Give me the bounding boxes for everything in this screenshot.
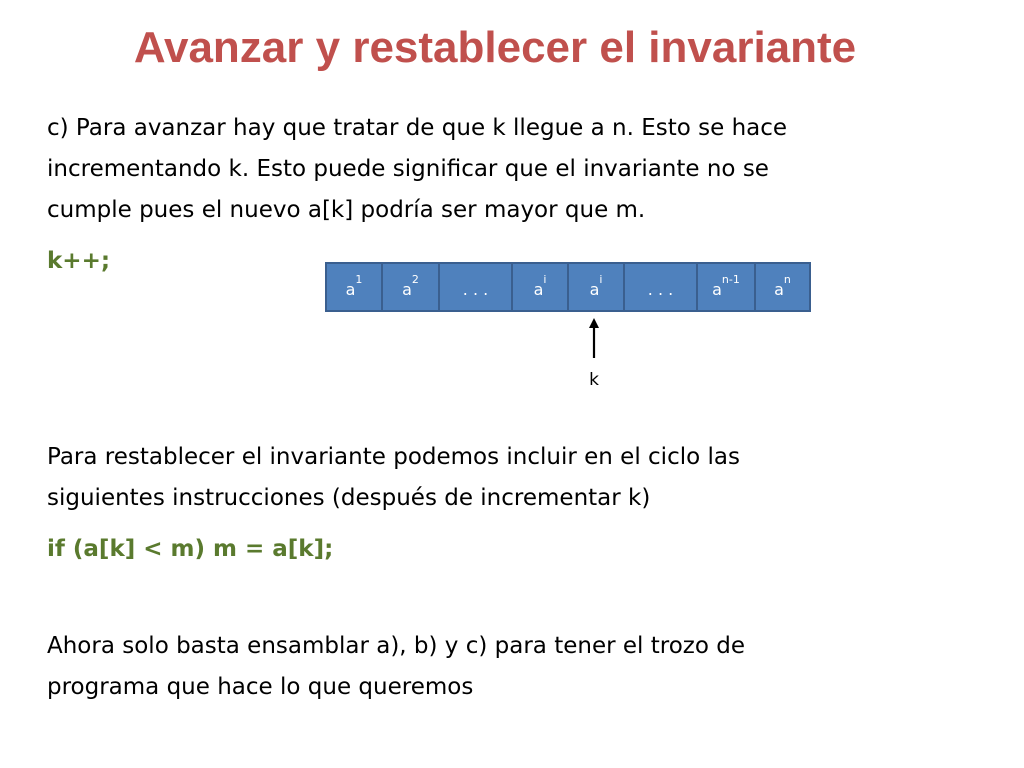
- paragraph-line: programa que hace lo que queremos: [47, 674, 474, 700]
- paragraph-line: siguientes instrucciones (después de incrementar k): [47, 485, 651, 511]
- cell-base: a: [712, 280, 722, 299]
- paragraph-line: incrementando k. Esto puede significar que el invariante no se: [47, 156, 769, 182]
- array-cell: a 2: [383, 264, 438, 310]
- array-cell: [625, 264, 696, 310]
- code-restore: if (a[k] < m) m = a[k];: [47, 536, 334, 562]
- array-cell: [440, 264, 511, 310]
- array-cell: a n: [756, 264, 809, 310]
- array-cell: a i: [569, 264, 623, 310]
- cell-base: a: [345, 280, 356, 299]
- array-cell: a i: [513, 264, 567, 310]
- array-cell: a n-1: [698, 264, 754, 310]
- paragraph-line: c) Para avanzar hay que tratar de que k llegue a n. Esto se hace: [47, 115, 788, 141]
- paragraph-line: Para restablecer el invariante podemos incluir en el ciclo las: [47, 444, 740, 470]
- up-arrow-icon: [584, 318, 604, 358]
- cell-base: a: [402, 280, 412, 299]
- cell-base: a: [774, 280, 784, 299]
- cell-base: a: [589, 280, 600, 299]
- pointer-label: k: [589, 370, 599, 390]
- paragraph-line: cumple pues el nuevo a[k] podría ser mayor que m.: [47, 197, 646, 223]
- paragraph-assemble: [47, 626, 745, 708]
- cell-base: . . .: [647, 280, 674, 299]
- paragraph-restore: [47, 437, 740, 519]
- cell-base: . . .: [462, 280, 489, 299]
- code-increment: k++;: [47, 248, 111, 274]
- cell-base: a: [533, 280, 544, 299]
- slide-title: Avanzar y restablecer el invariante: [133, 23, 857, 72]
- array-cell: a 1: [327, 264, 381, 310]
- paragraph-line: Ahora solo basta ensamblar a), b) y c) para tener el trozo de: [47, 633, 745, 659]
- array-diagram: [325, 262, 811, 312]
- paragraph-advance: [47, 108, 787, 231]
